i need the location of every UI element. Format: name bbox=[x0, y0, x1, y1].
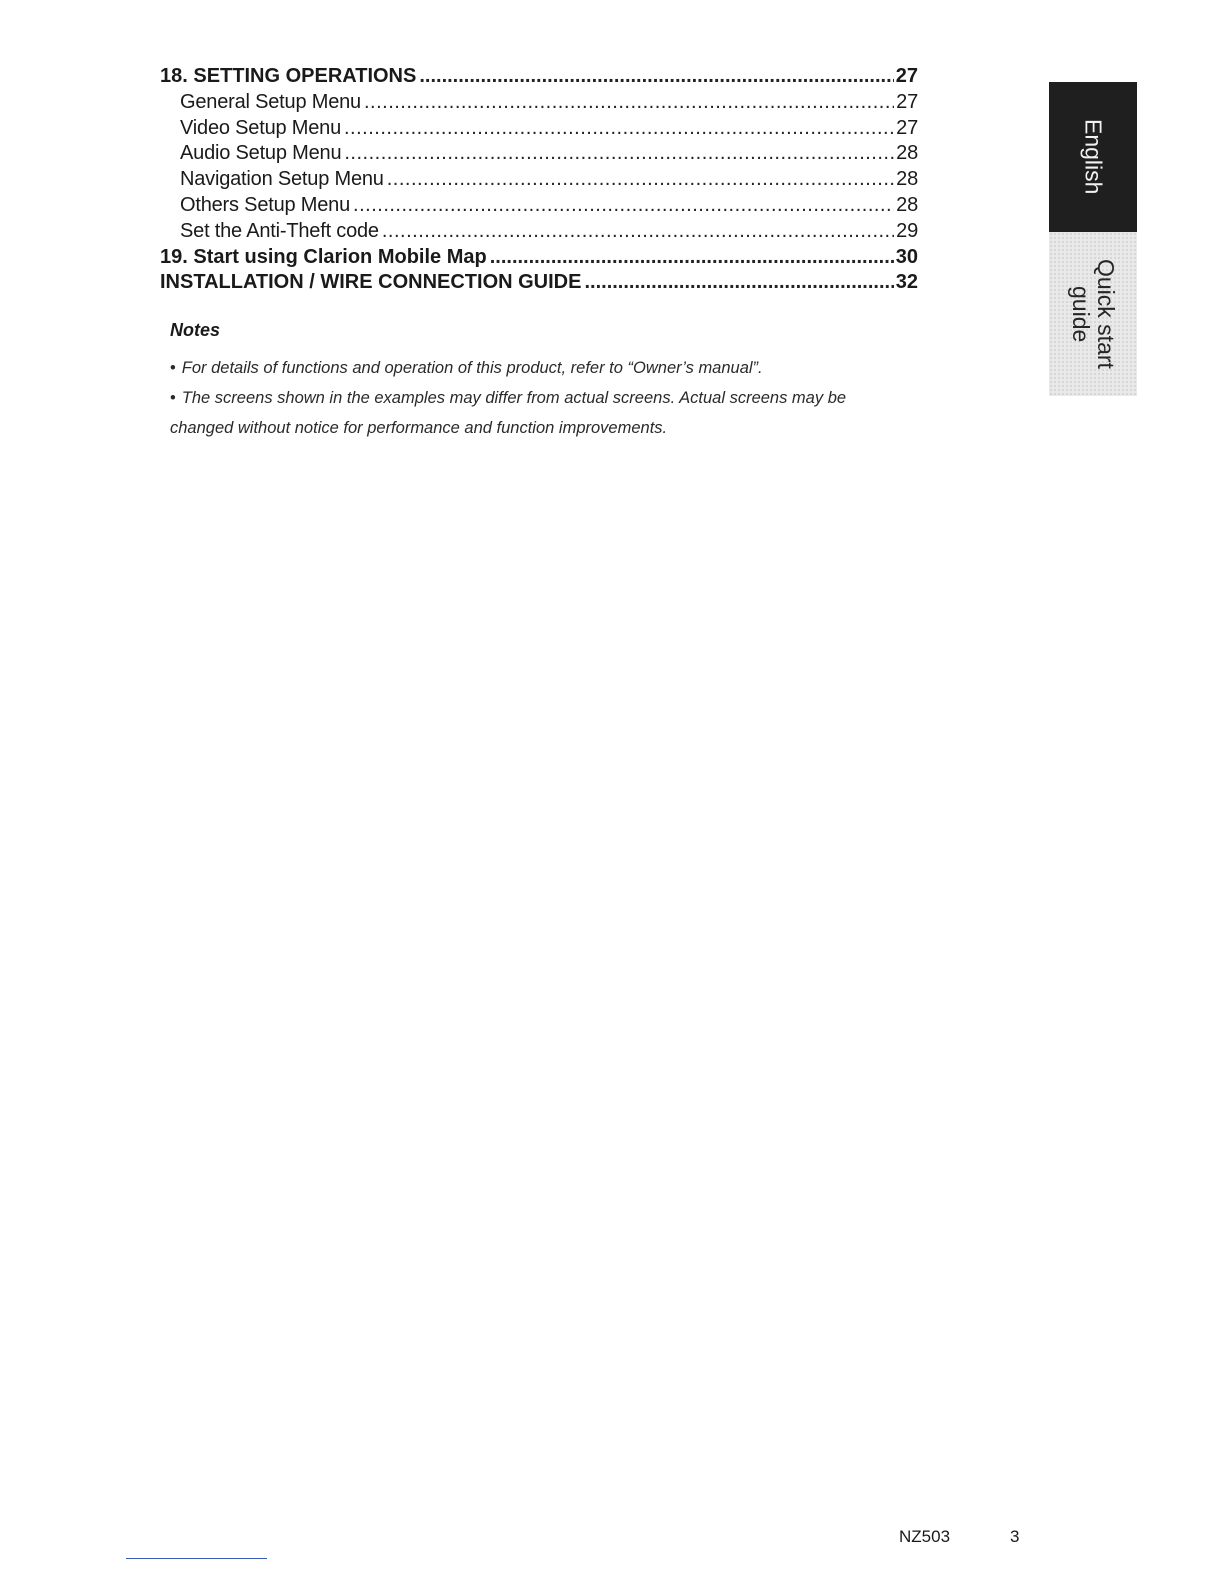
toc-entry-title: Set the Anti-Theft code bbox=[180, 219, 379, 242]
note-item bbox=[170, 353, 910, 383]
dot-leader bbox=[419, 64, 893, 90]
toc-entry-setting-operations[interactable] bbox=[158, 64, 918, 90]
bullet-icon: • bbox=[170, 389, 176, 407]
note-text: The screens shown in the examples may differ from actual screens. Actual screens may be changed without notice for performance and function improvements. bbox=[170, 389, 847, 437]
dot-leader bbox=[344, 141, 894, 167]
toc-entry-page: 29 bbox=[896, 219, 918, 242]
bullet-icon: • bbox=[170, 359, 176, 377]
notes-heading: Notes bbox=[170, 320, 221, 340]
toc-entry-title: 18. SETTING OPERATIONS bbox=[160, 65, 417, 87]
toc-entry-title: 19. Start using Clarion Mobile Map bbox=[160, 245, 487, 268]
dot-leader bbox=[387, 167, 894, 193]
table-of-contents bbox=[158, 64, 918, 296]
toc-entry-others-setup-menu[interactable] bbox=[158, 193, 918, 219]
toc-entry-title: Others Setup Menu bbox=[180, 193, 351, 216]
toc-entry-installation-guide[interactable] bbox=[158, 270, 918, 296]
tab-english-label: English bbox=[1080, 119, 1107, 195]
toc-entry-page: 30 bbox=[895, 245, 918, 268]
toc-entry-navigation-setup-menu[interactable] bbox=[158, 167, 918, 193]
toc-entry-page: 32 bbox=[895, 271, 918, 294]
note-text: For details of functions and operation of this product, refer to “Owner’s manual”. bbox=[181, 359, 763, 377]
toc-entry-clarion-mobile-map[interactable] bbox=[158, 245, 918, 271]
notes-section bbox=[170, 320, 910, 443]
dot-leader bbox=[364, 90, 894, 116]
toc-entry-page: 27 bbox=[896, 90, 918, 113]
dot-leader bbox=[584, 270, 893, 296]
footer-rule bbox=[126, 1558, 267, 1559]
dot-leader bbox=[382, 219, 894, 245]
toc-entry-title: Navigation Setup Menu bbox=[180, 168, 384, 191]
toc-entry-page: 28 bbox=[896, 193, 918, 216]
footer-page-number: 3 bbox=[1010, 1527, 1020, 1546]
tab-english[interactable] bbox=[1049, 82, 1137, 232]
tab-quick-start-label: Quick start guide bbox=[1068, 259, 1119, 369]
dot-leader bbox=[490, 245, 894, 271]
toc-entry-page: 28 bbox=[896, 168, 918, 191]
tab-quick-start-guide[interactable] bbox=[1049, 232, 1137, 396]
toc-entry-page: 28 bbox=[896, 142, 918, 165]
toc-entry-audio-setup-menu[interactable] bbox=[158, 141, 918, 167]
toc-entry-page: 27 bbox=[895, 65, 918, 87]
toc-entry-general-setup-menu[interactable] bbox=[158, 90, 918, 116]
dot-leader bbox=[344, 116, 894, 142]
toc-entry-anti-theft-code[interactable] bbox=[158, 219, 918, 245]
dot-leader bbox=[353, 193, 894, 219]
toc-entry-title: Video Setup Menu bbox=[180, 116, 341, 139]
toc-entry-title: INSTALLATION / WIRE CONNECTION GUIDE bbox=[160, 271, 582, 294]
note-item bbox=[170, 383, 910, 443]
footer-model-number: NZ503 bbox=[899, 1527, 951, 1546]
toc-entry-page: 27 bbox=[896, 116, 918, 139]
toc-entry-title: Audio Setup Menu bbox=[180, 142, 342, 165]
toc-entry-title: General Setup Menu bbox=[180, 90, 361, 113]
toc-entry-video-setup-menu[interactable] bbox=[158, 116, 918, 142]
